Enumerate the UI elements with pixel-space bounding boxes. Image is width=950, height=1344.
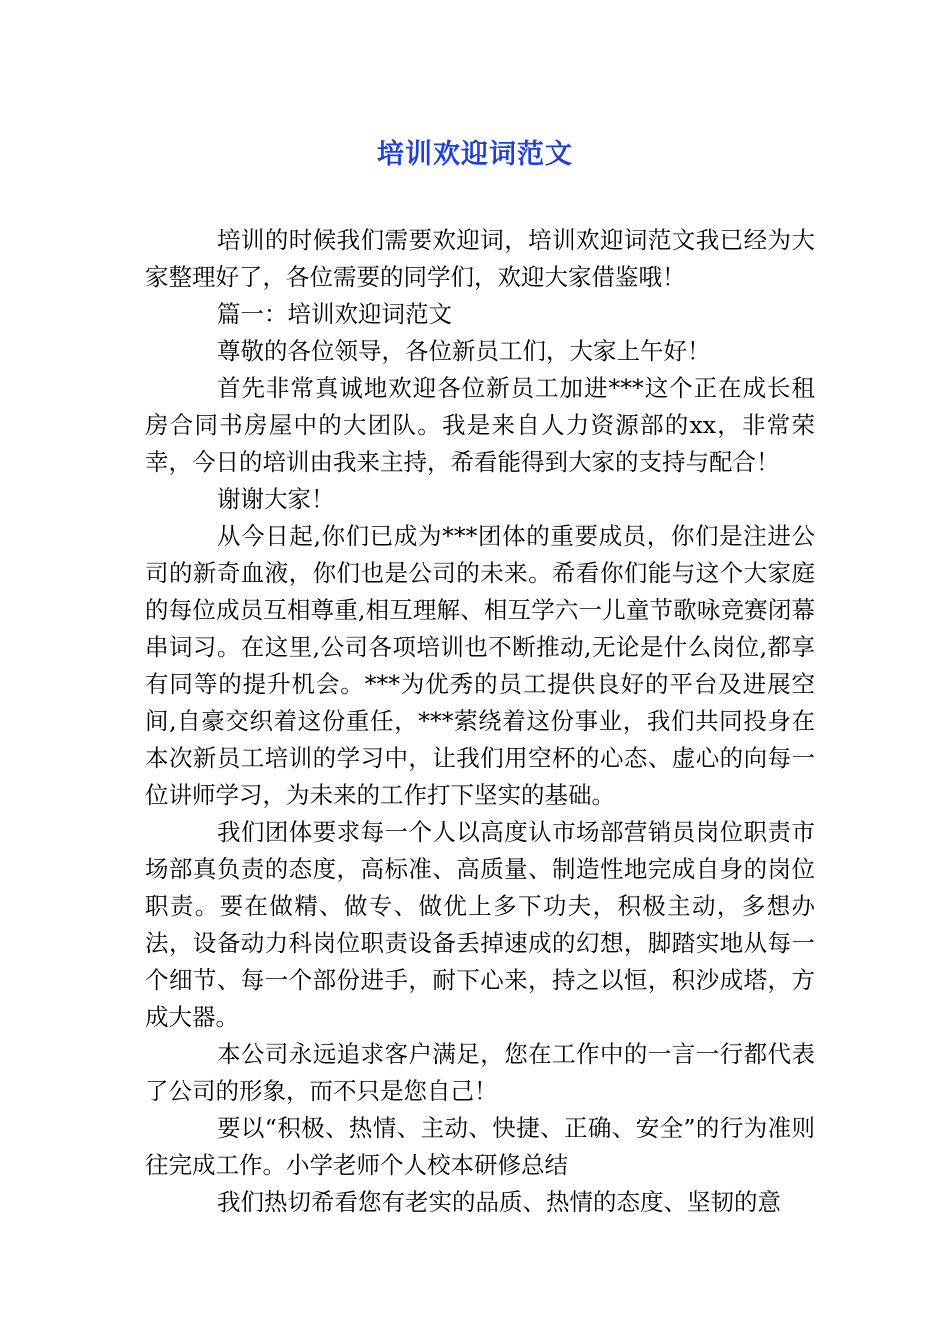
- paragraph: 谢谢大家！: [217, 485, 335, 513]
- paragraph: 尊敬的各位领导，各位新员工们，大家上午好！: [217, 337, 711, 365]
- paragraph: 篇一：培训欢迎词范文: [217, 300, 452, 328]
- paragraph: 本公司永远追求客户满足，您在工作中的一言一行都代表了公司的形象，而不只是您自己！: [145, 1040, 815, 1105]
- paragraph: 我们团体要求每一个人以高度认市场部营销员岗位职责市场部真负责的态度，高标准、高质量、制造性地完成自身的岗位职责。要在做精、做专、做优上多下功夫，积极主动，多想办法，设备动力科岗位职责设备丢掉速成的幻想，脚踏实地从每一个细节、每一个部份进手，耐下心来，持之以恒，积沙成塔，方成大器。: [145, 818, 815, 1031]
- paragraph: 培训的时候我们需要欢迎词，培训欢迎词范文我已经为大家整理好了，各位需要的同学们，欢迎大家借鉴哦！: [145, 226, 815, 291]
- paragraph: 从今日起,你们已成为***团体的重要成员，你们是注进公司的新奇血液，你们也是公司的未来。希看你们能与这个大家庭的每位成员互相尊重,相互理解、相互学六一儿童节歌咏竞赛闭幕串词习。在这里,公司各项培训也不断推动,无论是什么岗位,都享有同等的提升机会。***为优秀的员工提供良好的平台及进展空间,自豪交织着这份重任，***萦绕着这份事业，我们共同投身在本次新员工培训的学习中，让我们用空杯的心态、虚心的向每一位讲师学习，为未来的工作打下坚实的基础。: [145, 522, 815, 809]
- document-body: [145, 222, 815, 1221]
- document-title: 培训欢迎词范文: [377, 139, 573, 170]
- paragraph: 我们热切希看您有老实的品质、热情的态度、坚韧的意: [217, 1188, 781, 1216]
- paragraph: 首先非常真诚地欢迎各位新员工加进***这个正在成长租房合同书房屋中的大团队。我是来自人力资源部的xx，非常荣幸，今日的培训由我来主持，希看能得到大家的支持与配合！: [145, 374, 815, 476]
- paragraph: 要以“积极、热情、主动、快捷、正确、安全”的行为准则往完成工作。小学老师个人校本研修总结: [145, 1114, 815, 1179]
